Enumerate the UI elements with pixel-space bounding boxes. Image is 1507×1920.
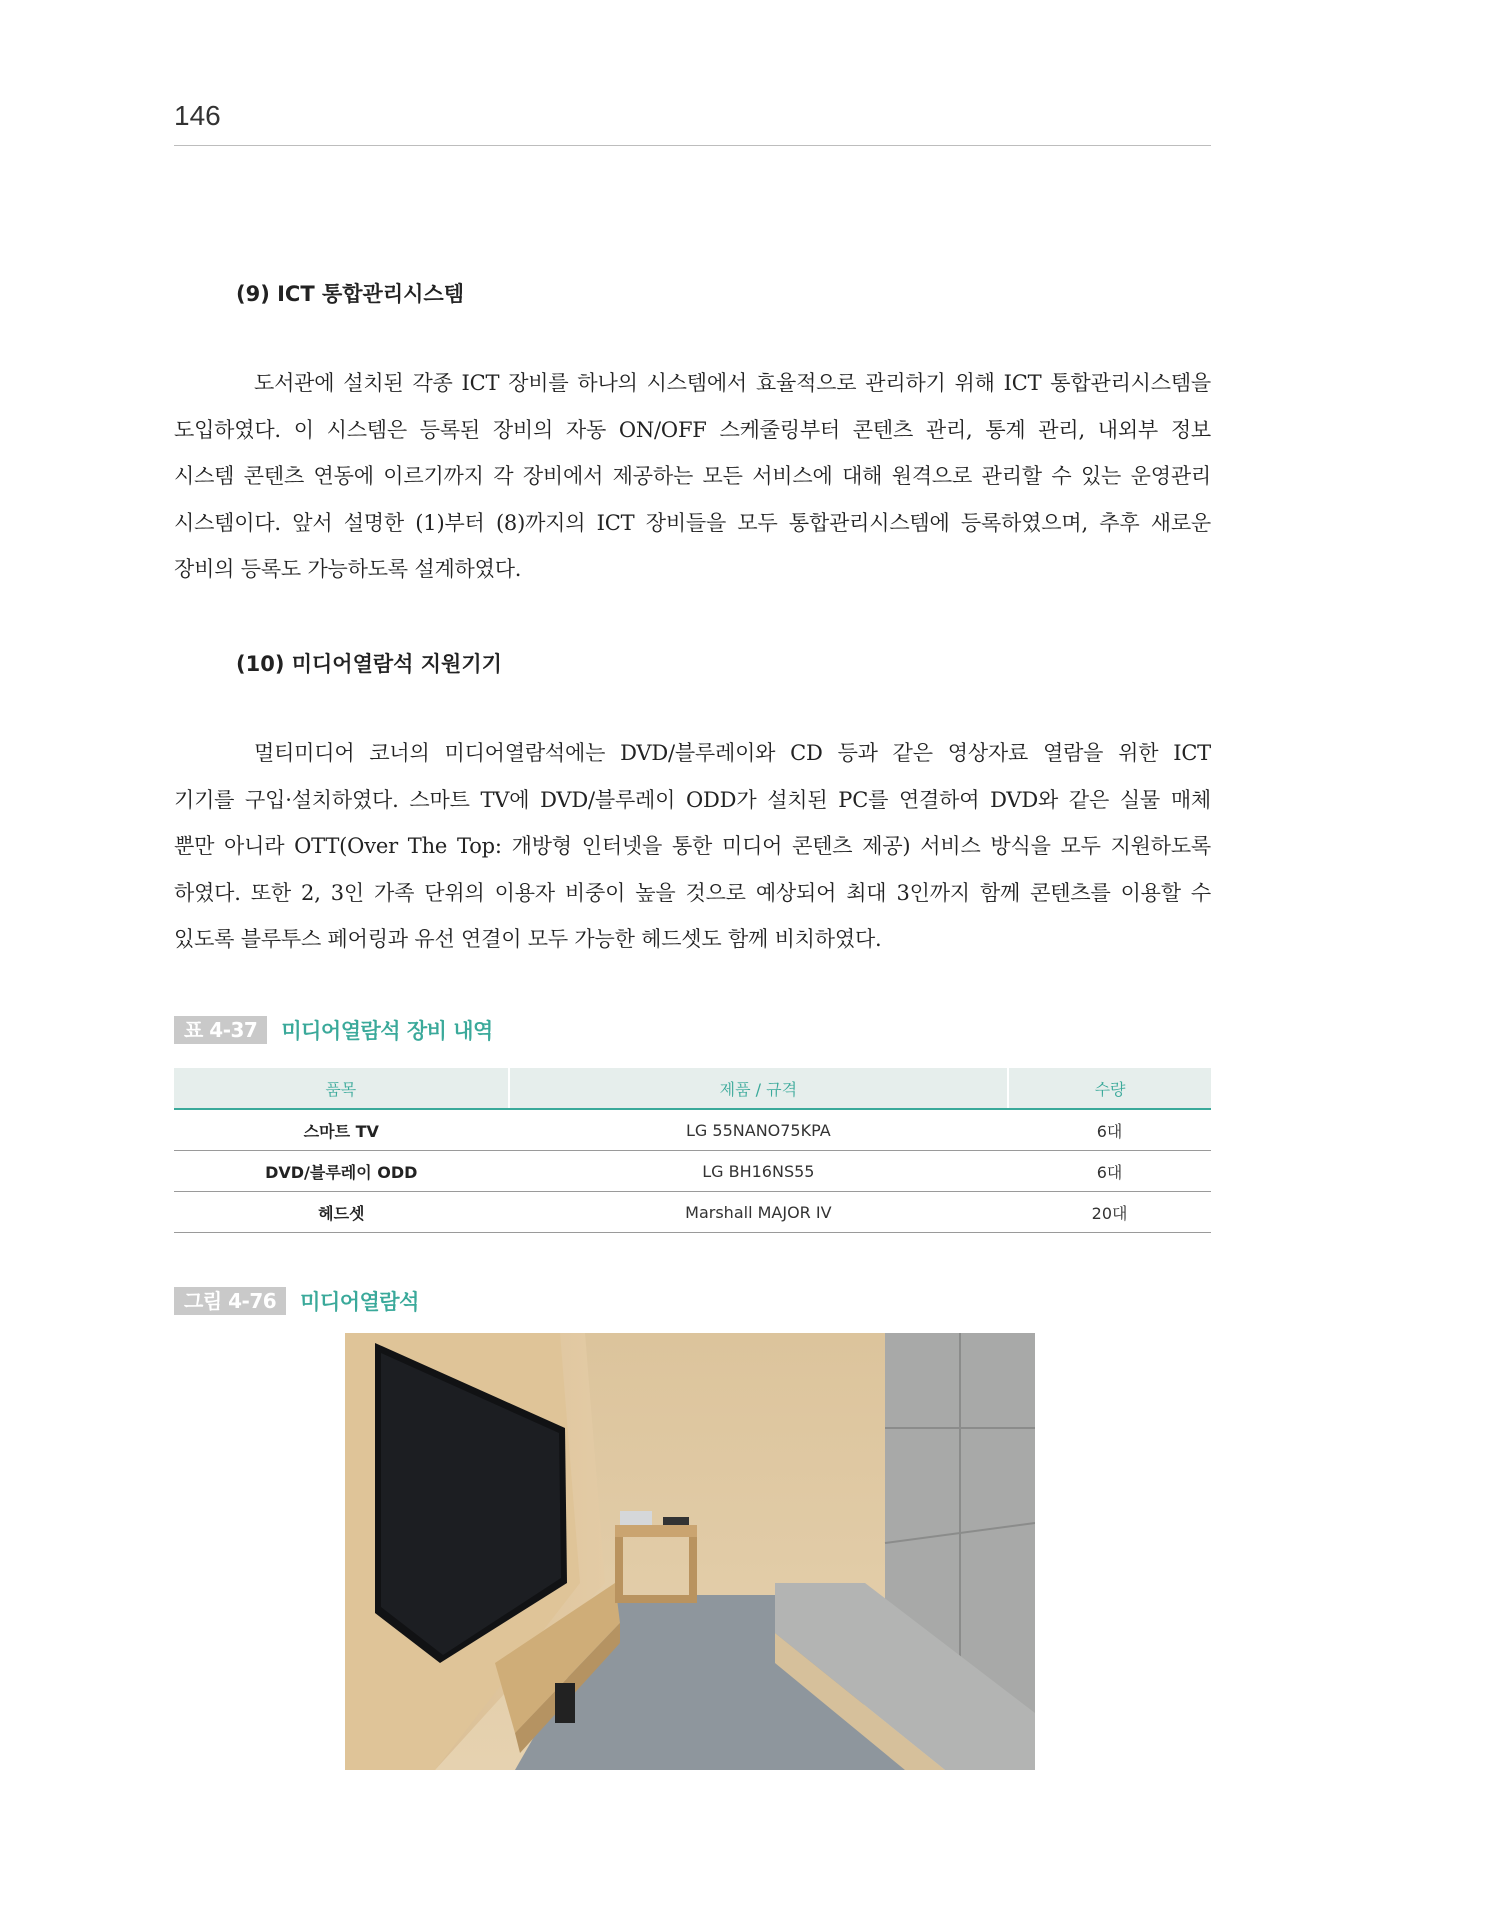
table-caption-title: 미디어열람석 장비 내역: [281, 1019, 493, 1043]
table-header-row: [174, 1068, 1211, 1109]
table-cell-qty: 6대: [1008, 1109, 1211, 1151]
figure-caption: [174, 1288, 419, 1314]
table-cell-spec: Marshall MAJOR IV: [509, 1192, 1009, 1233]
table-header-cell: 제품 / 규격: [509, 1068, 1009, 1109]
table-row: [174, 1151, 1211, 1192]
paragraph-line: 시스템이다. 앞서 설명한 (1)부터 (8)까지의 ICT 장비들을 모두 통합관리시스템에 등록하였으며, 추후 새로운: [174, 510, 1211, 535]
page-number: 146: [174, 100, 221, 131]
table-caption: [174, 1017, 493, 1043]
section-heading-media-seat: (10) 미디어열람석 지원기기: [236, 652, 502, 676]
paragraph-ict-system: [174, 360, 1211, 593]
paragraph-line: 도서관에 설치된 각종 ICT 장비를 하나의 시스템에서 효율적으로 관리하기 위해 ICT 통합관리시스템을: [254, 371, 1211, 395]
paragraph-line: 있도록 블루투스 페어링과 유선 연결이 모두 가능한 헤드셋도 함께 비치하였다.: [174, 927, 882, 951]
table-cell-qty: 6대: [1008, 1151, 1211, 1192]
table-cell-item: DVD/블루레이 ODD: [174, 1151, 509, 1192]
header-rule: [174, 145, 1211, 146]
table-row: [174, 1192, 1211, 1233]
paragraph-line: 시스템 콘텐츠 연동에 이르기까지 각 장비에서 제공하는 모든 서비스에 대해 원격으로 관리할 수 있는 운영관리: [174, 464, 1211, 488]
table-caption-label: 표 4-37: [174, 1016, 267, 1044]
table-cell-spec: LG 55NANO75KPA: [509, 1109, 1009, 1151]
paragraph-line: 하였다. 또한 2, 3인 가족 단위의 이용자 비중이 높을 것으로 예상되어 최대 3인까지 함께 콘텐츠를 이용할 수: [174, 880, 1211, 905]
paragraph-media-seat: [174, 730, 1211, 963]
paragraph-line: 기기를 구입·설치하였다. 스마트 TV에 DVD/블루레이 ODD가 설치된 PC를 연결하여 DVD와 같은 실물 매체: [174, 787, 1211, 812]
table-header-cell: 품목: [174, 1068, 509, 1109]
paragraph-line: 뿐만 아니라 OTT(Over The Top: 개방형 인터넷을 통한 미디어 콘텐츠 제공) 서비스 방식을 모두 지원하도록: [174, 834, 1211, 858]
table-header-cell: 수량: [1008, 1068, 1211, 1109]
figure-caption-title: 미디어열람석: [300, 1290, 419, 1314]
paragraph-line: 장비의 등록도 가능하도록 설계하였다.: [174, 557, 522, 581]
media-seat-photo-illustration: [345, 1333, 1035, 1770]
table-cell-item: 스마트 TV: [174, 1109, 509, 1151]
table-cell-qty: 20대: [1008, 1192, 1211, 1233]
figure-caption-label: 그림 4-76: [174, 1287, 286, 1315]
media-seat-photo: [345, 1333, 1035, 1770]
section-heading-ict-system: (9) ICT 통합관리시스템: [236, 282, 464, 306]
equipment-table: [174, 1068, 1211, 1233]
paragraph-line: 멀티미디어 코너의 미디어열람석에는 DVD/블루레이와 CD 등과 같은 영상자료 열람을 위한 ICT: [254, 741, 1211, 765]
table-row: [174, 1109, 1211, 1151]
table-cell-spec: LG BH16NS55: [509, 1151, 1009, 1192]
table-cell-item: 헤드셋: [174, 1192, 509, 1233]
paragraph-line: 도입하였다. 이 시스템은 등록된 장비의 자동 ON/OFF 스케줄링부터 콘텐츠 관리, 통계 관리, 내외부 정보: [174, 417, 1211, 442]
